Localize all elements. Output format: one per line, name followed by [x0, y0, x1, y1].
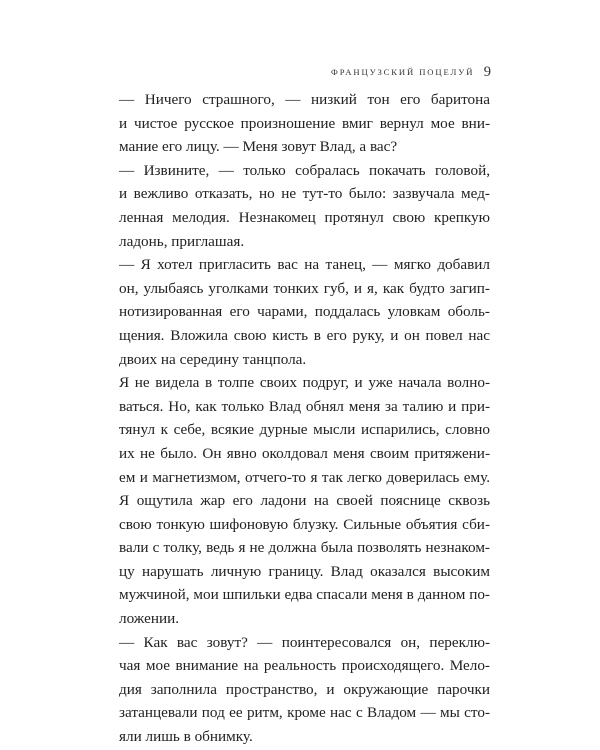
text-line: чая мое внимание на реальность происходящего. Мело-: [119, 657, 490, 675]
paragraph: [119, 253, 490, 371]
text-line: нотизированная его чарами, поддалась уловкам оболь-: [119, 303, 490, 321]
text-line: — Как вас зовут? — поинтересовался он, переклю-: [119, 633, 490, 651]
text-line: мание его лицу. — Меня зовут Влад, а вас?: [119, 138, 398, 156]
text-line: — Ничего страшного, — низкий тон его баритона: [119, 91, 490, 108]
text-line: Я ощутила жар его ладони на своей пояснице сквозь: [119, 492, 490, 510]
text-line: тянул к себе, всякие дурные мысли испарились, словно: [119, 421, 490, 439]
body-text: [119, 88, 490, 749]
text-line: щения. Вложила свою кисть в его руку, и он повел нас: [119, 326, 490, 344]
text-line: и вежливо отказать, но не тут-то было: зазвучала мед-: [119, 185, 490, 203]
text-line: затанцевали под ее ритм, кроме нас с Владом — мы сто-: [119, 704, 490, 722]
text-line: свою тонкую шифоновую блузку. Сильные объятия сби-: [119, 515, 490, 533]
paragraph: [119, 631, 490, 749]
text-line: — Я хотел пригласить вас на танец, — мягко добавил: [119, 256, 490, 274]
text-line: — Извините, — только собралась покачать головой,: [119, 161, 490, 179]
paragraph: [119, 159, 490, 253]
text-line: ваться. Но, как только Влад обнял меня за талию и при-: [119, 397, 490, 415]
text-line: и чистое русское произношение вмиг вернул мое вни-: [119, 114, 490, 132]
text-line: Я не видела в толпе своих подруг, и уже начала волно-: [119, 374, 490, 392]
page-number: 9: [483, 63, 491, 80]
text-line: ложении.: [119, 610, 180, 628]
text-line: ленная мелодия. Незнакомец протянул свою крепкую: [119, 208, 490, 226]
text-line: их не было. Он явно околдовал меня своим притяжени-: [119, 444, 490, 462]
running-title: ФРАНЦУЗСКИЙ ПОЦЕЛУЙ: [331, 67, 475, 77]
text-line: он, улыбаясь уголками тонких губ, и я, как будто загип-: [119, 279, 490, 297]
text-line: двоих на середину танцпола.: [119, 350, 307, 368]
text-line: ладонь, приглашая.: [119, 232, 245, 250]
text-line: мужчиной, мои шпильки едва спасали меня в данном по-: [119, 586, 490, 604]
text-line: ем и магнетизмом, отчего-то я так легко доверилась ему.: [119, 468, 490, 486]
text-line: яли лишь в обнимку.: [119, 728, 253, 746]
text-line: цу нарушать личную границу. Влад оказался высоким: [119, 562, 490, 580]
paragraph: [119, 88, 490, 159]
paragraph: [119, 371, 490, 631]
running-header: [331, 63, 491, 81]
text-line: дия заполнила пространство, и окружающие парочки: [119, 680, 490, 698]
text-line: вали с толку, ведь я не должна была позволять незнаком-: [119, 539, 490, 557]
